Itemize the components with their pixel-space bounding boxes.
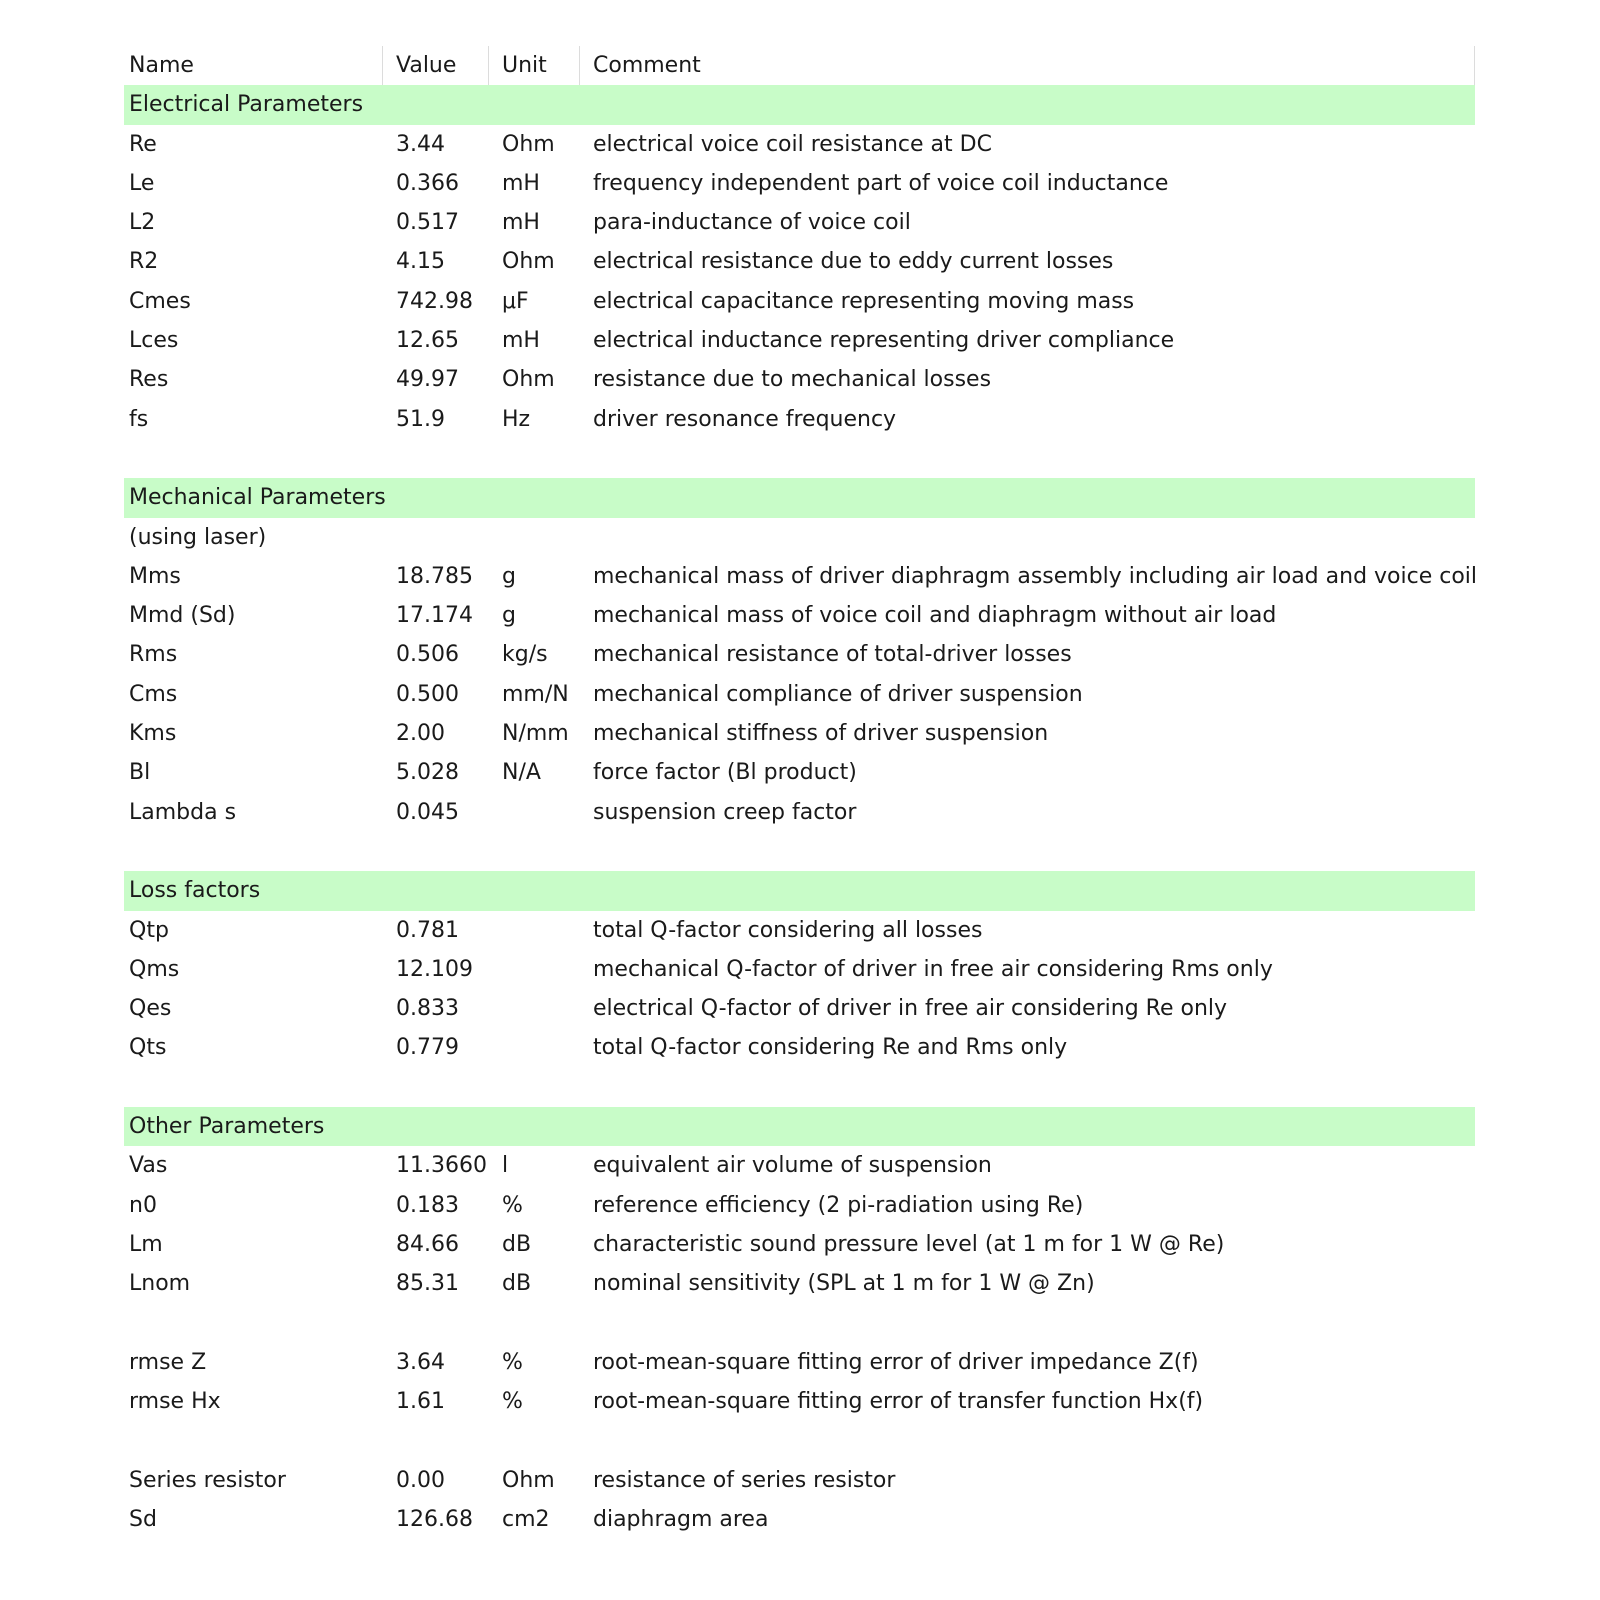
param-comment: suspension creep factor — [593, 799, 857, 825]
param-comment: equivalent air volume of suspension — [593, 1153, 992, 1179]
param-name: Bl — [129, 760, 151, 786]
table-row[interactable] — [124, 242, 1475, 281]
param-comment: root-mean-square fitting error of transfer function Hx(f) — [593, 1389, 1204, 1415]
param-unit: Hz — [502, 406, 531, 432]
param-unit: g — [502, 603, 516, 629]
param-unit: μF — [502, 288, 529, 314]
section-header-mechanical — [124, 478, 1475, 517]
param-comment: diaphragm area — [593, 1506, 769, 1532]
param-name: Lambda s — [129, 799, 237, 825]
param-comment: electrical resistance due to eddy current losses — [593, 249, 1114, 275]
table-row[interactable] — [124, 753, 1475, 792]
param-value: 3.64 — [396, 1349, 445, 1375]
param-value: 4.15 — [396, 249, 445, 275]
param-value: 85.31 — [396, 1271, 459, 1297]
param-comment: resistance due to mechanical losses — [593, 367, 992, 393]
param-comment: total Q-factor considering Re and Rms only — [593, 1035, 1068, 1061]
param-value: 0.781 — [396, 917, 459, 943]
param-value: 49.97 — [396, 367, 459, 393]
section-title: Electrical Parameters — [129, 92, 364, 118]
param-comment: para-inductance of voice coil — [593, 210, 911, 236]
param-unit: Ohm — [502, 367, 555, 393]
table-row[interactable] — [124, 1225, 1475, 1264]
table-row[interactable] — [124, 125, 1475, 164]
param-comment: root-mean-square fitting error of driver impedance Z(f) — [593, 1349, 1199, 1375]
param-comment: reference efficiency (2 pi-radiation using Re) — [593, 1192, 1084, 1218]
table-row[interactable] — [124, 596, 1475, 635]
param-comment: mechanical mass of voice coil and diaphragm without air load — [593, 603, 1277, 629]
param-name: Kms — [129, 721, 177, 747]
param-comment: force factor (Bl product) — [593, 760, 857, 786]
blank-row — [124, 1421, 1475, 1460]
param-unit: mH — [502, 328, 540, 354]
section-title: Loss factors — [129, 878, 261, 904]
param-unit: N/mm — [502, 721, 569, 747]
param-value: 5.028 — [396, 760, 459, 786]
param-value: 126.68 — [396, 1506, 473, 1532]
param-unit: Ohm — [502, 1467, 555, 1493]
param-value: 12.65 — [396, 328, 459, 354]
table-row[interactable] — [124, 1146, 1475, 1185]
param-name: n0 — [129, 1192, 157, 1218]
table-row[interactable] — [124, 1382, 1475, 1421]
param-value: 2.00 — [396, 721, 445, 747]
table-row[interactable] — [124, 203, 1475, 242]
param-comment: mechanical Q-factor of driver in free air considering Rms only — [593, 956, 1273, 982]
table-row[interactable] — [124, 557, 1478, 596]
param-comment: mechanical mass of driver diaphragm assembly including air load and voice coil — [593, 563, 1478, 589]
param-value: 0.366 — [396, 170, 459, 196]
table-row[interactable] — [124, 1028, 1475, 1067]
section-header-other — [124, 1107, 1475, 1146]
param-unit: dB — [502, 1231, 532, 1257]
param-name: Cms — [129, 681, 178, 707]
param-name: R2 — [129, 249, 159, 275]
column-divider[interactable] — [1474, 46, 1475, 85]
blank-row — [124, 1068, 1475, 1107]
param-name: Qtp — [129, 917, 169, 943]
param-value: 0.183 — [396, 1192, 459, 1218]
table-row[interactable] — [124, 675, 1475, 714]
param-comment: frequency independent part of voice coil inductance — [593, 170, 1169, 196]
param-value: 0.500 — [396, 681, 459, 707]
param-comment: electrical capacitance representing moving mass — [593, 288, 1135, 314]
param-name: Vas — [129, 1153, 168, 1179]
param-name: Cmes — [129, 288, 191, 314]
table-row[interactable] — [124, 911, 1475, 950]
param-name: rmse Hx — [129, 1389, 221, 1415]
param-value: 11.3660 — [396, 1153, 487, 1179]
blank-row — [124, 439, 1475, 478]
column-divider[interactable] — [488, 46, 489, 85]
table-row[interactable] — [124, 164, 1475, 203]
table-row[interactable] — [124, 1343, 1475, 1382]
param-unit: cm2 — [502, 1506, 550, 1532]
param-comment: mechanical compliance of driver suspension — [593, 681, 1083, 707]
param-value: 0.779 — [396, 1035, 459, 1061]
param-value: 0.00 — [396, 1467, 445, 1493]
param-value: 18.785 — [396, 563, 473, 589]
blank-row — [124, 1304, 1475, 1343]
param-unit: % — [502, 1389, 523, 1415]
param-unit: % — [502, 1349, 523, 1375]
param-name: Mms — [129, 563, 181, 589]
table-header-row — [124, 46, 1475, 85]
param-comment: electrical voice coil resistance at DC — [593, 131, 992, 157]
param-name: fs — [129, 406, 149, 432]
param-name: Qes — [129, 996, 172, 1022]
blank-row — [124, 832, 1475, 871]
param-unit: dB — [502, 1271, 532, 1297]
param-value: 0.506 — [396, 642, 459, 668]
param-unit: % — [502, 1192, 523, 1218]
param-name: Rms — [129, 642, 178, 668]
table-row[interactable] — [124, 400, 1475, 439]
parameter-table — [124, 46, 1478, 1539]
table-row[interactable] — [124, 321, 1475, 360]
param-comment: mechanical stiffness of driver suspension — [593, 721, 1049, 747]
param-name: rmse Z — [129, 1349, 207, 1375]
column-header-comment[interactable]: Comment — [593, 53, 701, 78]
param-comment: mechanical resistance of total-driver losses — [593, 642, 1072, 668]
param-unit: mH — [502, 210, 540, 236]
param-comment: resistance of series resistor — [593, 1467, 896, 1493]
table-row[interactable] — [124, 1264, 1475, 1303]
param-name: Qts — [129, 1035, 167, 1061]
param-name: Re — [129, 131, 157, 157]
param-name: Mmd (Sd) — [129, 603, 236, 629]
param-name: L2 — [129, 210, 156, 236]
param-name: Lm — [129, 1231, 163, 1257]
column-header-unit[interactable]: Unit — [502, 53, 547, 78]
param-value: 51.9 — [396, 406, 445, 432]
param-unit: mm/N — [502, 681, 569, 707]
section-header-loss-factors — [124, 871, 1475, 910]
param-name: Res — [129, 367, 169, 393]
param-comment: driver resonance frequency — [593, 406, 897, 432]
param-comment: nominal sensitivity (SPL at 1 m for 1 W @ Zn) — [593, 1271, 1095, 1297]
mechanical-note: (using laser) — [129, 524, 267, 550]
table-row[interactable] — [124, 360, 1475, 399]
param-unit: mH — [502, 170, 540, 196]
table-row[interactable] — [124, 518, 1475, 557]
table-row[interactable] — [124, 282, 1475, 321]
table-row[interactable] — [124, 1461, 1475, 1500]
param-value: 12.109 — [396, 956, 473, 982]
table-row[interactable] — [124, 1500, 1475, 1539]
table-row[interactable] — [124, 989, 1475, 1028]
column-header-name[interactable]: Name — [129, 53, 194, 78]
table-row[interactable] — [124, 714, 1475, 753]
param-value: 742.98 — [396, 288, 473, 314]
param-unit: N/A — [502, 760, 541, 786]
param-name: Le — [129, 170, 155, 196]
param-unit: g — [502, 563, 516, 589]
param-name: Lnom — [129, 1271, 191, 1297]
section-header-electrical — [124, 85, 1475, 124]
param-unit: Ohm — [502, 131, 555, 157]
param-value: 1.61 — [396, 1389, 445, 1415]
param-value: 0.045 — [396, 799, 459, 825]
param-unit: l — [502, 1153, 509, 1179]
param-name: Lces — [129, 328, 179, 354]
section-title: Mechanical Parameters — [129, 485, 386, 511]
table-row[interactable] — [124, 793, 1475, 832]
param-value: 3.44 — [396, 131, 445, 157]
param-comment: characteristic sound pressure level (at 1 m for 1 W @ Re) — [593, 1231, 1225, 1257]
param-name: Qms — [129, 956, 180, 982]
param-value: 17.174 — [396, 603, 473, 629]
param-unit: kg/s — [502, 642, 548, 668]
param-comment: electrical Q-factor of driver in free air considering Re only — [593, 996, 1228, 1022]
param-name: Sd — [129, 1506, 157, 1532]
column-divider[interactable] — [579, 46, 580, 85]
table-row[interactable] — [124, 635, 1475, 674]
column-divider[interactable] — [382, 46, 383, 85]
param-comment: electrical inductance representing driver compliance — [593, 328, 1175, 354]
param-name: Series resistor — [129, 1467, 286, 1493]
param-value: 0.833 — [396, 996, 459, 1022]
column-header-value[interactable]: Value — [396, 53, 457, 78]
table-row[interactable] — [124, 950, 1475, 989]
section-title: Other Parameters — [129, 1114, 325, 1140]
param-comment: total Q-factor considering all losses — [593, 917, 983, 943]
param-value: 0.517 — [396, 210, 459, 236]
param-value: 84.66 — [396, 1231, 459, 1257]
param-unit: Ohm — [502, 249, 555, 275]
table-row[interactable] — [124, 1186, 1475, 1225]
